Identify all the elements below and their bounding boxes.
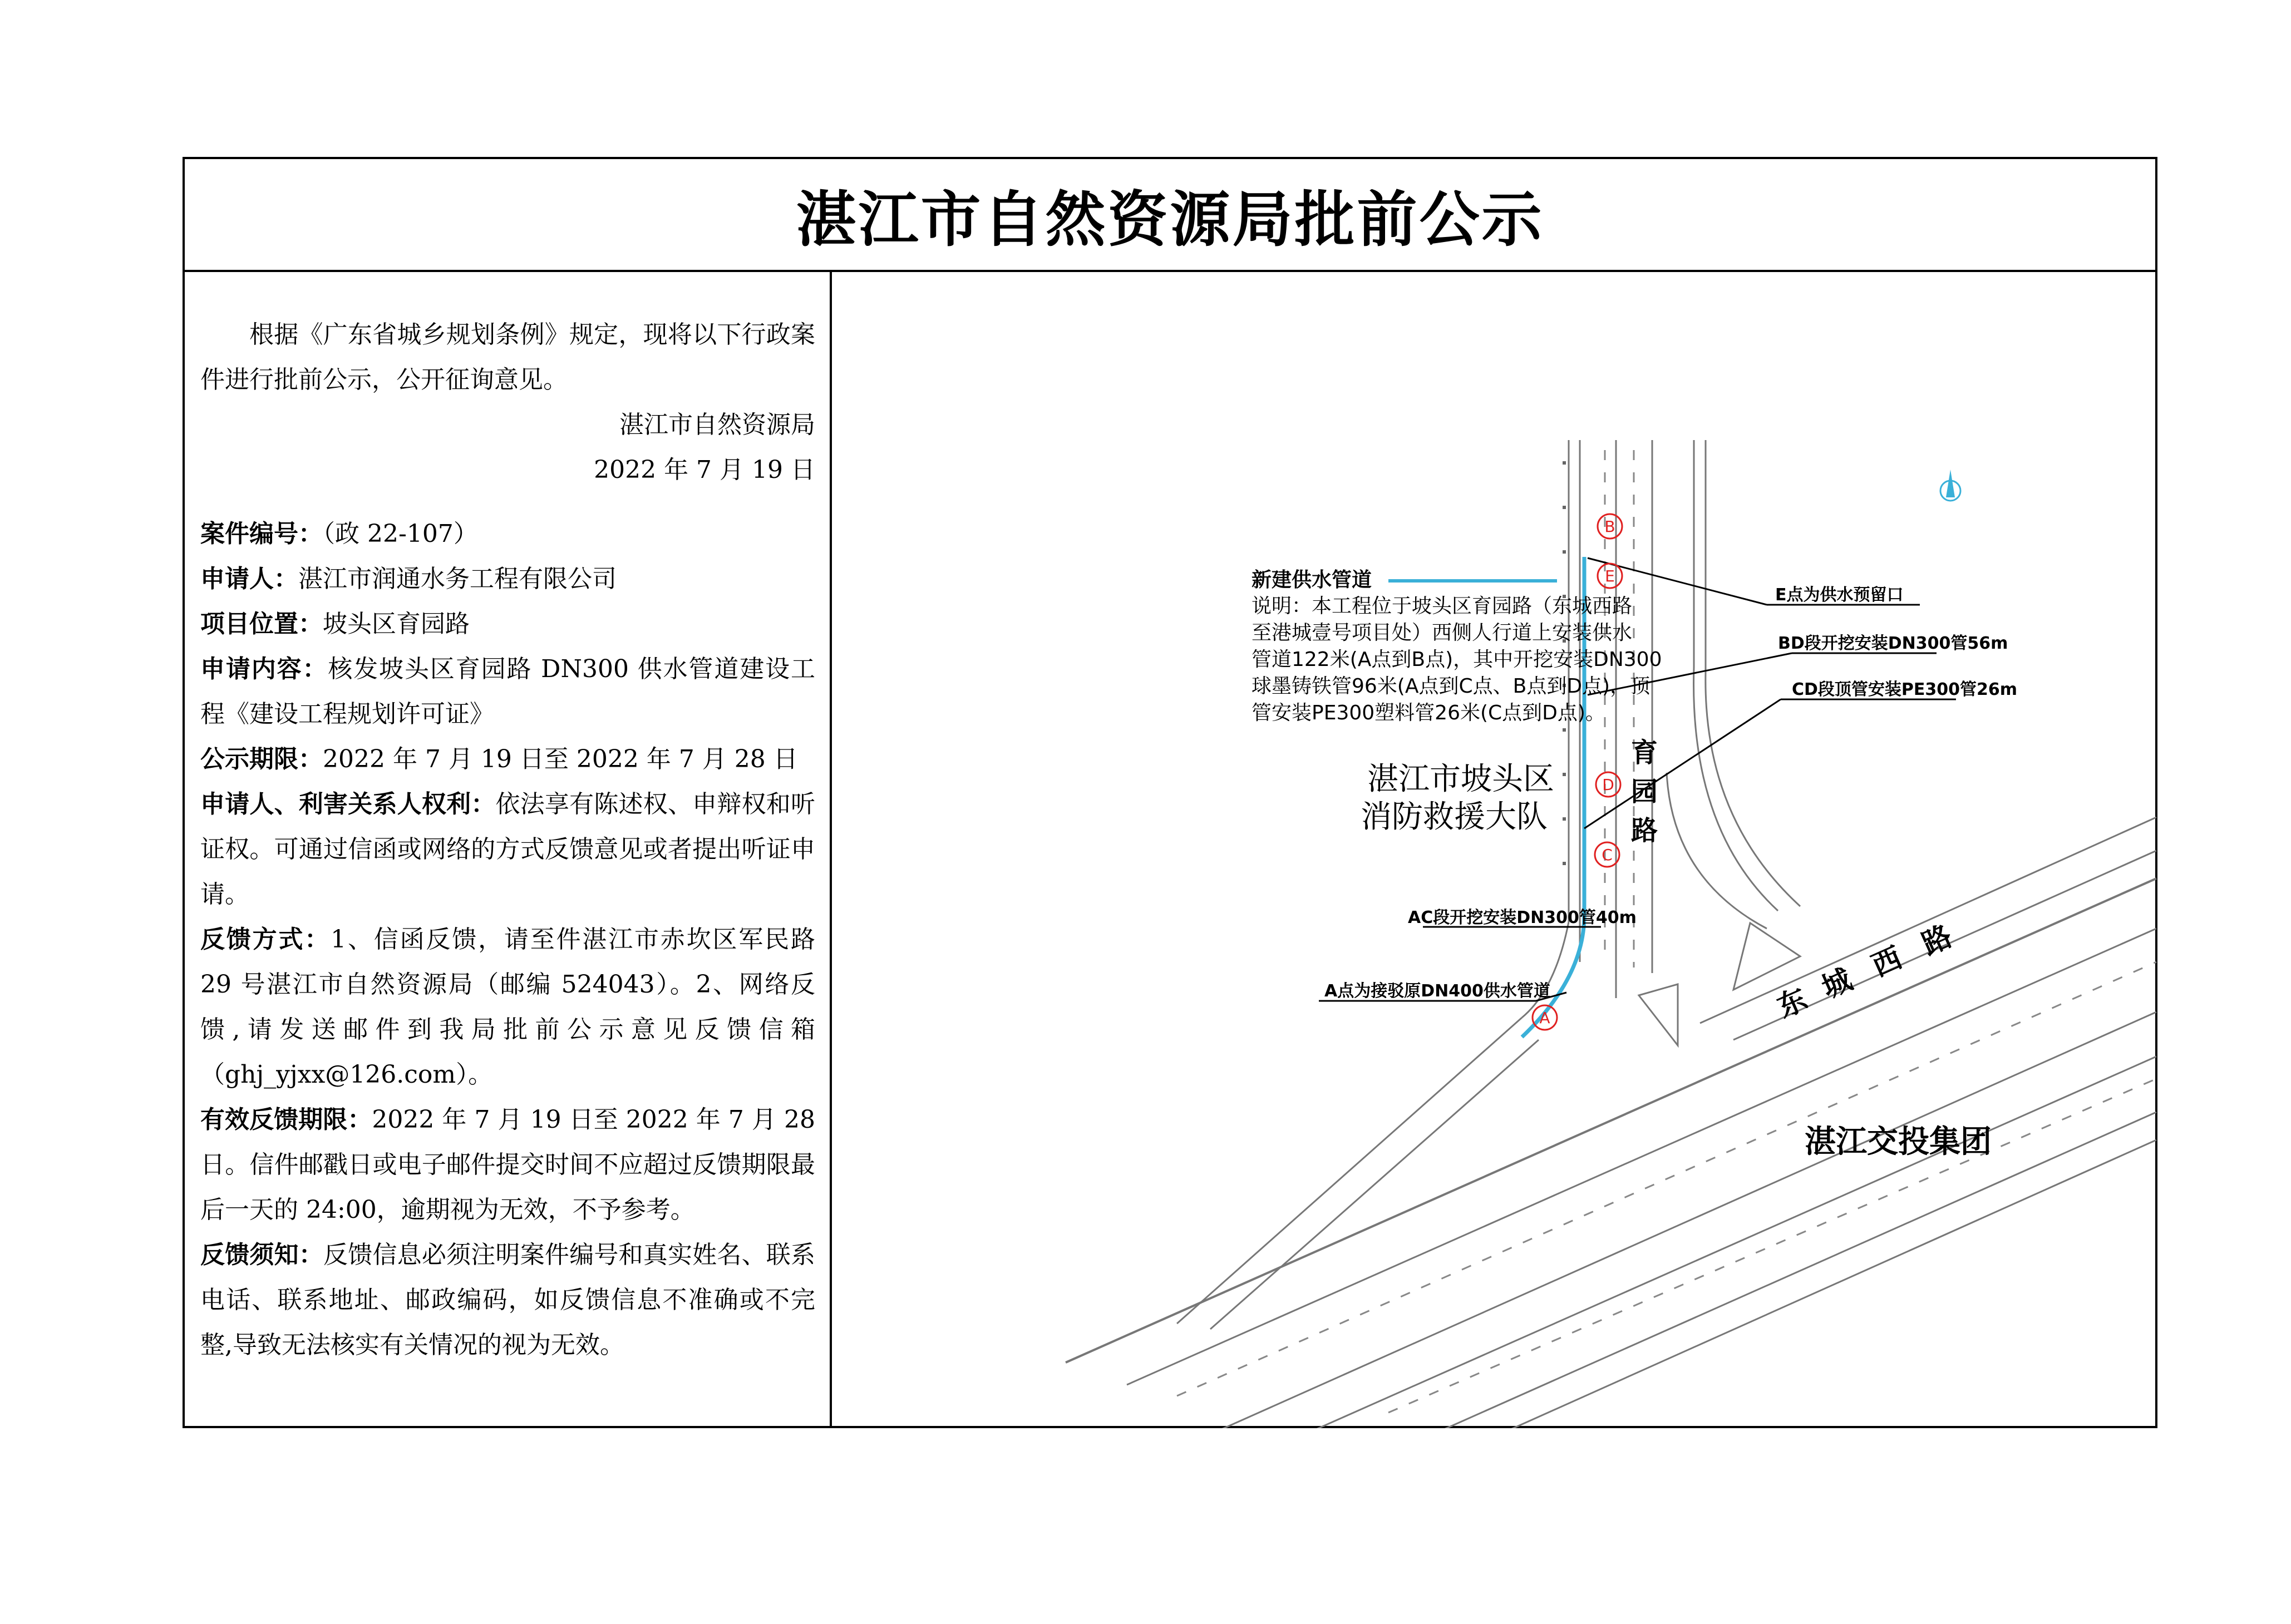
desc-line: 管安装PE300塑料管26米(C点到D点)。 [1252,702,1605,724]
site-plan-map [832,272,2157,1428]
intro-paragraph: 根据《广东省城乡规划条例》规定，现将以下行政案件进行批前公示，公开征询意见。 [200,320,815,394]
point-e-label: E [1605,567,1615,585]
point-a-label: A [1539,1009,1550,1027]
notice-field: 反馈须知：反馈信息必须注明案件编号和真实姓名、联系电话、联系地址、邮政编码，如反馈信息不准确或不完整,导致无法核实有关情况的视为无效。 [200,1241,816,1359]
north-arrow-icon [1940,470,1960,501]
road-char: 城 [1817,962,1858,1005]
point-b-label: B [1604,517,1615,536]
deadline-field: 有效反馈期限：2022 年 7 月 19 日至 2022 年 7 月 28 日。信件邮戳日或电子邮件提交时间不应超过反馈期限最后一天的 24:00，逾期视为无效，不予参考。 [200,1105,816,1224]
location-field: 项目位置：坡头区育园路 [200,610,470,638]
content-field: 申请内容：核发坡头区育园路 DN300 供水管道建设工程《建设工程规划许可证》 [200,655,816,728]
callout-e-label: E点为供水预留口 [1775,585,1904,605]
applicant-field: 申请人：湛江市润通水务工程有限公司 [200,565,617,593]
desc-line: 至港城壹号项目处）西侧人行道上安装供水 [1252,621,1633,644]
description-block [1252,595,1662,724]
issue-date: 2022 年 7 月 19 日 [594,456,815,484]
feedback-method-field: 反馈方式：1、信函反馈，请至件湛江市赤坎区军民路 29 号湛江市自然资源局（邮编 524043）。2、网络反馈,请发送邮件到我局批前公示意见反馈信箱（ghj_yjxx@126.com）。 [200,925,816,1089]
point-d-label: D [1602,776,1614,794]
road-char: 东 [1772,982,1813,1025]
group-label: 湛江交投集团 [1805,1124,1992,1160]
desc-line: 球墨铸铁管96米(A点到C点、B点到D点)，顶 [1252,675,1650,698]
fire-station-label-1: 湛江市坡头区 [1367,761,1554,797]
callout-ac-label: AC段开挖安装DN300管40m [1408,908,1637,927]
callout-a-label: A点为接驳原DN400供水管道 [1324,981,1550,1001]
yuyuan-road-label [1631,737,1658,846]
road-char: 路 [1630,815,1658,846]
road-char: 西 [1867,941,1908,984]
rights-field: 申请人、利害关系人权利：依法享有陈述权、申辩权和听证权。可通过信函或网络的方式反馈意见或者提出听证申请。 [200,790,815,909]
notice-text-column [185,272,832,1428]
period-field: 公示期限：2022 年 7 月 19 日至 2022 年 7 月 28 日 [200,745,798,773]
case-number-field: 案件编号：（政 22-107） [200,520,478,548]
road-char: 路 [1917,919,1958,962]
issuer: 湛江市自然资源局 [619,411,815,439]
legend-label: 新建供水管道 [1252,569,1372,591]
callout-cd-label: CD段顶管安装PE300管26m [1792,680,2018,699]
callout-bd-label: BD段开挖安装DN300管56m [1778,634,2008,653]
road-char: 园 [1630,776,1658,807]
page-title: 湛江市自然资源局批前公示 [796,185,1544,255]
title-row [185,159,2155,272]
point-c-label: C [1602,846,1613,864]
notice-table [183,157,2157,1428]
desc-line: 管道122米(A点到B点)，其中开挖安装DN300 [1252,648,1662,671]
road-char: 育 [1630,737,1658,768]
desc-line: 说明：本工程位于坡头区育园路（东城西路 [1252,595,1633,618]
fire-station-label-2: 消防救援大队 [1361,799,1548,835]
site-plan-column [832,272,2157,1428]
